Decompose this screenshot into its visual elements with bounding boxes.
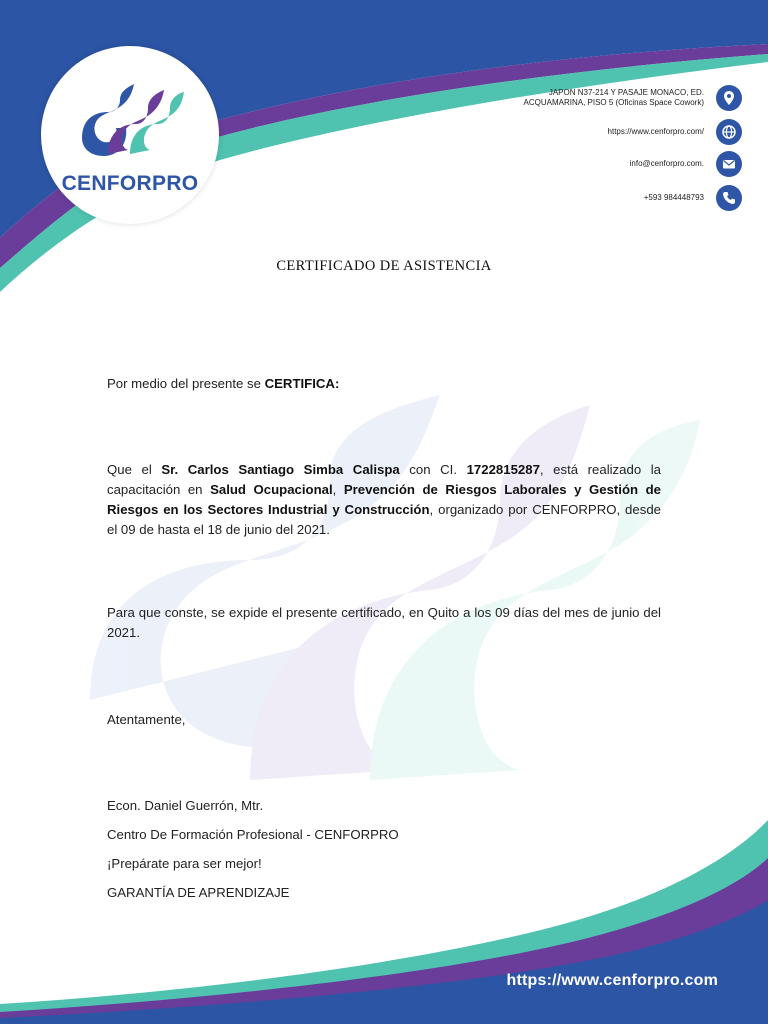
signatory-org: Centro De Formación Profesional - CENFORPRO [107,827,399,842]
phone-number[interactable]: +593 984448793 [643,193,704,202]
location-pin-icon [716,85,742,111]
course-2: Prevención de Riesgos Laborales y Gestión de Riesgos en los Sectores Industrial y Construcción [107,482,661,517]
contact-email [630,151,742,177]
contact-address [524,85,743,111]
logo-badge [41,46,219,224]
cenforpro-logo-icon [78,78,186,162]
globe-icon [716,119,742,145]
envelope-icon [716,151,742,177]
guarantee-text: GARANTÍA DE APRENDIZAJE [107,885,290,900]
slogan: ¡Prepárate para ser mejor! [107,856,262,871]
email-link[interactable]: info@cenforpro.com. [629,159,704,168]
contact-website [608,119,742,145]
address-line-1: JAPON N37-214 Y PASAJE MONACO, ED. [548,88,704,97]
course-1: Salud Ocupacional [210,482,333,497]
certifica-label: CERTIFICA: [264,376,340,391]
certificate-title: CERTIFICADO DE ASISTENCIA [276,258,492,274]
recipient-name: Sr. Carlos Santiago Simba Calispa [161,462,400,477]
body-paragraph: Que el Sr. Carlos Santiago Simba Calispa con CI. 1722815287, está realizado la capacitación en Salud Ocupacional, Prevención de Riesgos Laborales y Gestión de Riesgos en los Sectores Industrial y Construcción, organizado por CENFORPRO, desde el 09 de hasta el 18 de junio del 2021. [107,462,661,537]
regards-text: Atentamente, [107,712,186,727]
signatory-name: Econ. Daniel Guerrón, Mtr. [107,798,264,813]
intro-paragraph: Por medio del presente se CERTIFICA: [107,376,340,391]
website-link[interactable]: https://www.cenforpro.com/ [607,127,704,136]
closing-paragraph: Para que conste, se expide el presente certificado, en Quito a los 09 días del mes de junio del 2021. [107,605,661,640]
footer-website-link[interactable]: https://www.cenforpro.com [506,972,718,989]
recipient-id: 1722815287 [466,462,540,477]
phone-icon [716,185,742,211]
address-line-2: ACQUAMARINA, PISO 5 (Oficinas Space Cowork) [523,98,704,107]
contact-phone [644,185,742,211]
logo-wordmark: CENFORPRO [61,172,199,195]
